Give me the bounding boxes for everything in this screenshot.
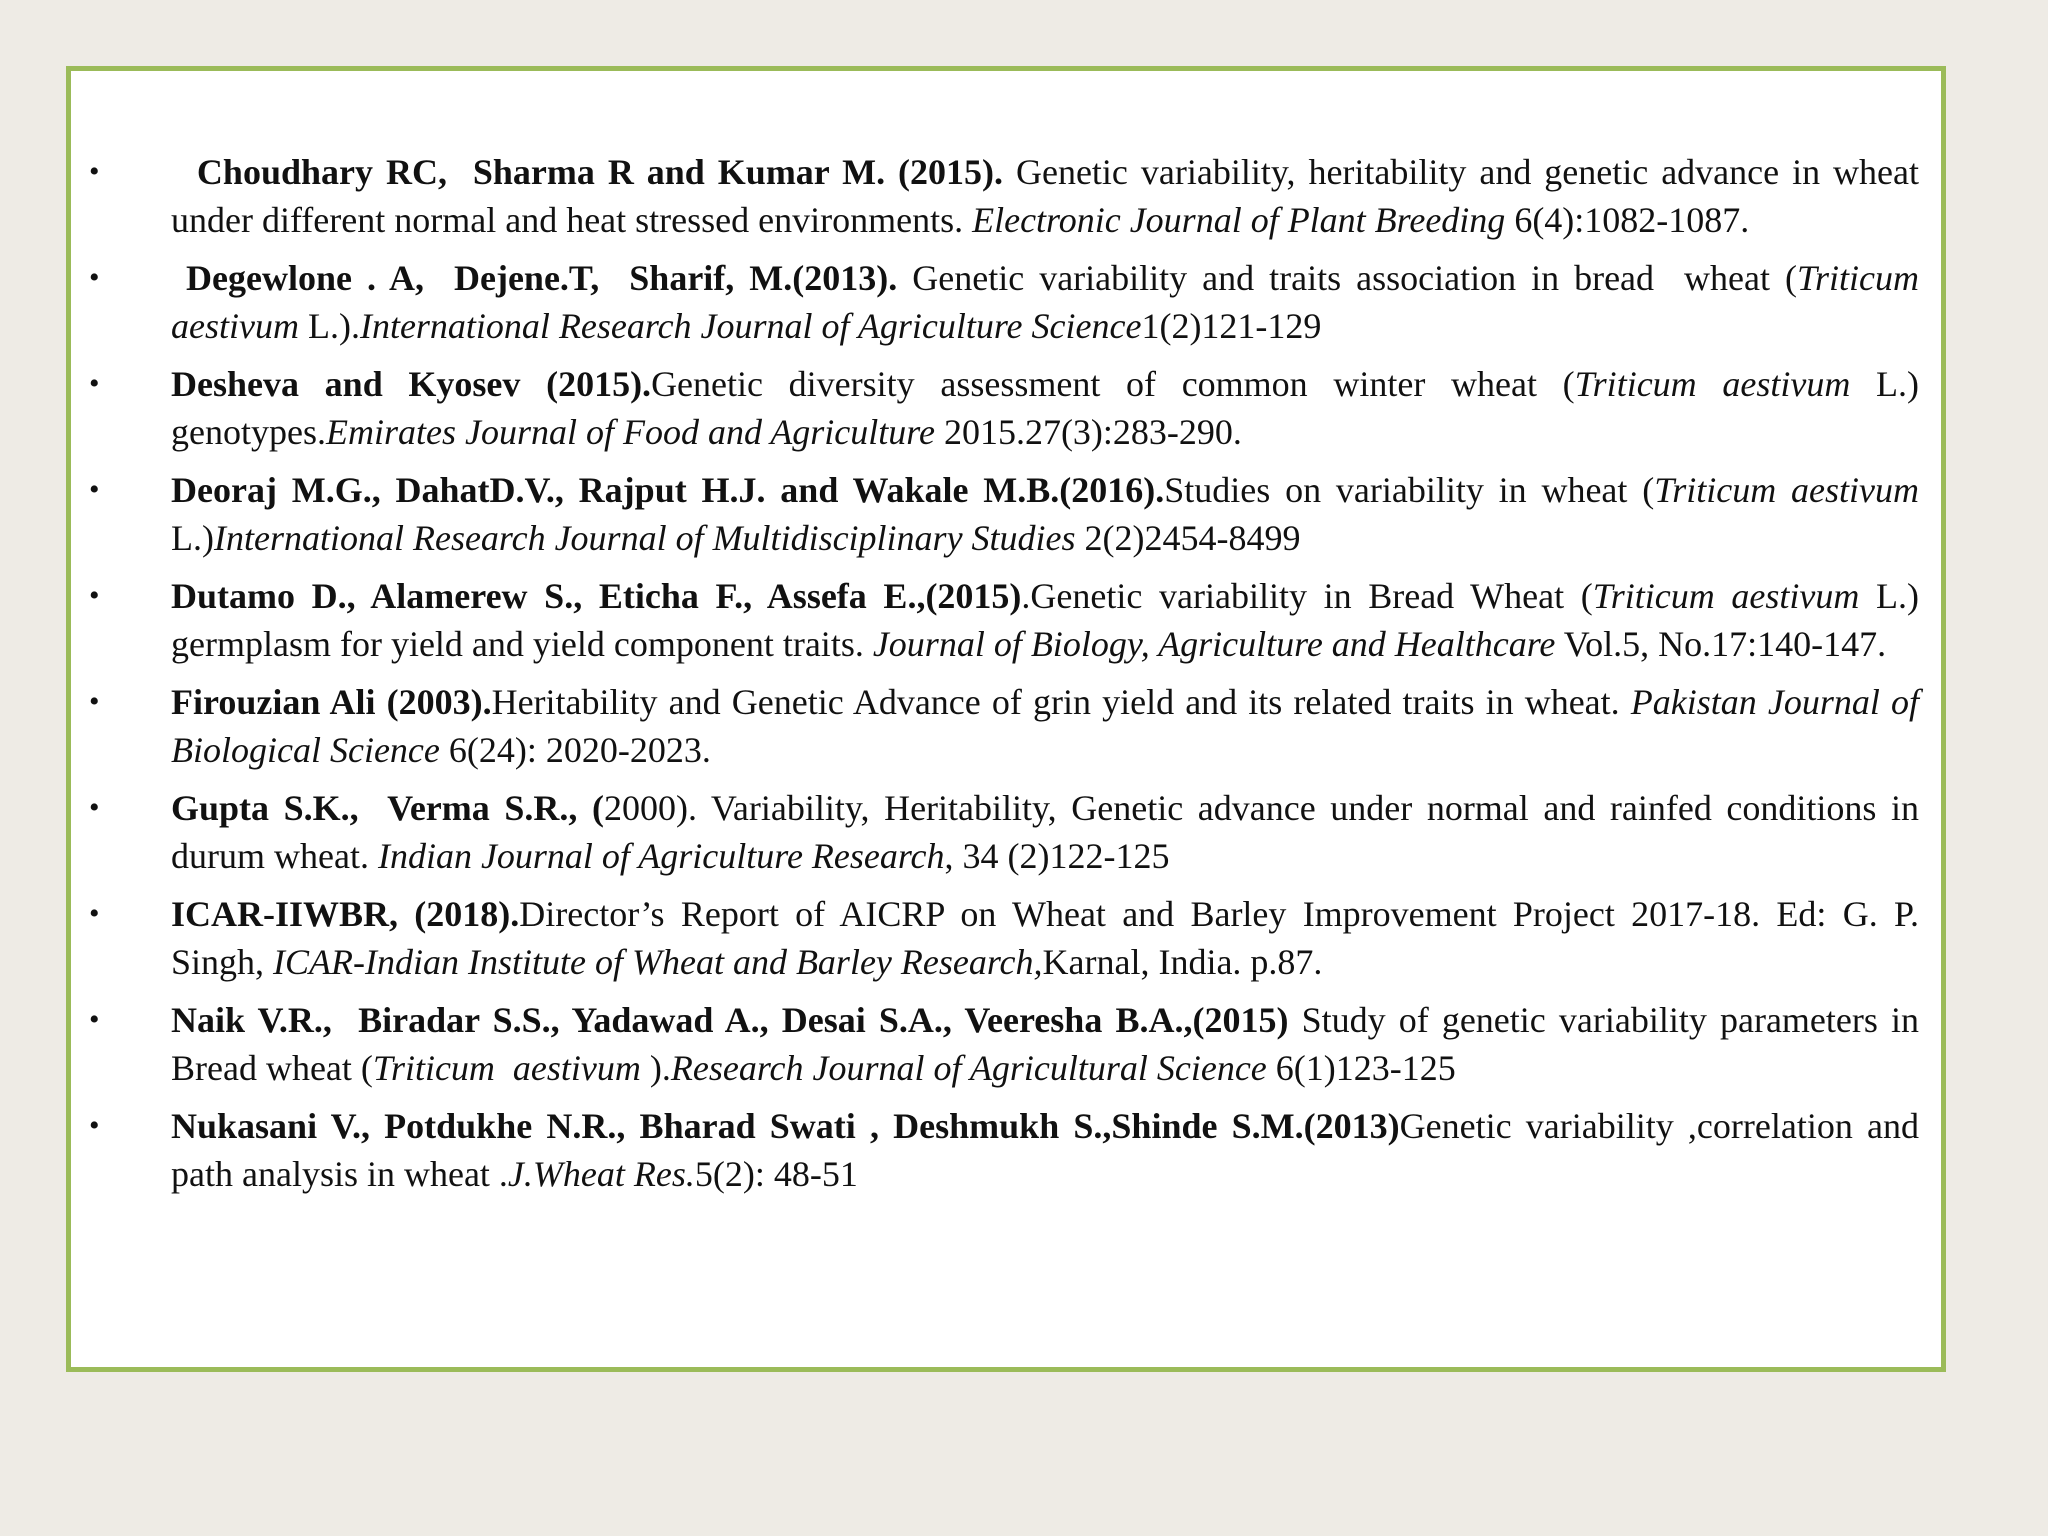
reference-authors: Choudhary RC, Sharma R and Kumar M. (2015). (171, 152, 1004, 192)
reference-journal: Triticum aestivum (372, 1048, 641, 1088)
bullet-icon: • (89, 579, 100, 612)
reference-body: L.) genotypes. (171, 364, 1928, 452)
reference-journal: Pakistan Journal of Biological Science (171, 682, 1928, 770)
bullet-icon: • (89, 261, 100, 294)
bullet-icon: • (89, 155, 100, 188)
reference-item (71, 996, 1941, 1092)
reference-item (71, 890, 1941, 986)
reference-text (171, 470, 1928, 558)
bullet-icon: • (89, 685, 100, 718)
reference-journal: Research Journal of Agricultural Science (670, 1048, 1267, 1088)
reference-item (71, 360, 1941, 456)
reference-journal: Emirates Journal of Food and Agriculture (325, 412, 935, 452)
reference-journal: Triticum aestivum (171, 258, 1929, 346)
reference-authors: Dutamo D., Alamerew S., Eticha F., Assefa E.,(2015) (171, 576, 1022, 616)
reference-journal: ICAR-Indian Institute of Wheat and Barley Research, (273, 942, 1043, 982)
reference-body: 6(24): 2020-2023. (439, 730, 711, 770)
reference-journal: International Research Journal of Multidisciplinary Studies (213, 518, 1076, 558)
reference-body: Genetic variability ,correlation and path analysis in wheat . (171, 1106, 1928, 1194)
reference-text (171, 788, 1928, 876)
reference-authors: Deoraj M.G., DahatD.V., Rajput H.J. and Wakale M.B.(2016). (171, 470, 1165, 510)
reference-journal: Journal of Biology, Agriculture and Healthcare (872, 624, 1556, 664)
reference-item (71, 148, 1941, 244)
reference-body: 6(1)123-125 (1266, 1048, 1456, 1088)
reference-journal: International Research Journal of Agriculture Science (359, 306, 1142, 346)
bullet-icon: • (89, 791, 100, 824)
reference-journal: Triticum aestivum (1654, 470, 1919, 510)
reference-body: 2000). Variability, Heritability, Genetic advance under normal and rainfed conditions in durum wheat. (171, 788, 1929, 876)
reference-body: Director’s Report of AICRP on Wheat and Barley Improvement Project 2017-18. Ed: G. P. Singh, (171, 894, 1928, 982)
reference-authors: Nukasani V., Potdukhe N.R., Bharad Swati , Deshmukh S.,Shinde S.M.(2013) (171, 1106, 1400, 1146)
reference-body: 2015.27(3):283-290. (934, 412, 1242, 452)
bullet-icon: • (89, 1109, 100, 1142)
reference-body: Vol.5, No.17:140-147. (1555, 624, 1887, 664)
reference-body: ). (640, 1048, 671, 1088)
reference-text (171, 894, 1928, 982)
bullet-icon: • (89, 1003, 100, 1036)
reference-body: Genetic variability, heritability and genetic advance in wheat under different normal and heat stressed environments. (171, 152, 1928, 240)
reference-text (171, 152, 1928, 240)
reference-authors: Degewlone . A, Dejene.T, Sharif, M.(2013). (171, 258, 898, 298)
reference-item (71, 1102, 1941, 1198)
bullet-icon: • (89, 367, 100, 400)
bullet-icon: • (89, 473, 100, 506)
reference-text (171, 1106, 1928, 1194)
reference-journal: J.Wheat Res. (507, 1154, 695, 1194)
reference-authors: Gupta S.K., Verma S.R., ( (171, 788, 604, 828)
reference-body: 2(2)2454-8499 (1075, 518, 1301, 558)
reference-text (171, 1000, 1928, 1088)
reference-item (71, 254, 1941, 350)
slide-frame (66, 66, 1946, 1372)
reference-item (71, 572, 1941, 668)
reference-text (171, 576, 1928, 664)
reference-authors: Firouzian Ali (2003). (171, 682, 492, 722)
reference-list (71, 148, 1941, 1208)
reference-body: Genetic variability and traits association in bread wheat ( (897, 258, 1797, 298)
reference-body: .Genetic variability in Bread Wheat ( (1021, 576, 1593, 616)
reference-text (171, 258, 1928, 346)
reference-body: L.). (298, 306, 360, 346)
reference-body: L.) (171, 470, 1928, 558)
reference-body: , 34 (2)122-125 (944, 836, 1170, 876)
reference-item (71, 466, 1941, 562)
reference-item (71, 784, 1941, 880)
reference-text (171, 364, 1928, 452)
reference-journal: Triticum aestivum (1574, 364, 1851, 404)
reference-authors: Desheva and Kyosev (2015). (171, 364, 652, 404)
reference-item (71, 678, 1941, 774)
reference-body: Heritability and Genetic Advance of grin yield and its related traits in wheat. (491, 682, 1631, 722)
reference-body: L.) germplasm for yield and yield component traits. (171, 576, 1928, 664)
reference-body: 5(2): 48-51 (694, 1154, 858, 1194)
reference-body: Study of genetic variability parameters in Bread wheat ( (171, 1000, 1929, 1088)
reference-body: Studies on variability in wheat ( (1164, 470, 1655, 510)
bullet-icon: • (89, 897, 100, 930)
reference-journal: Indian Journal of Agriculture Research (377, 836, 945, 876)
reference-authors: Naik V.R., Biradar S.S., Yadawad A., Desai S.A., Veeresha B.A.,(2015) (171, 1000, 1289, 1040)
reference-authors: ICAR-IIWBR, (2018). (171, 894, 520, 934)
reference-body: Karnal, India. p.87. (1042, 942, 1323, 982)
reference-body: 1(2)121-129 (1141, 306, 1322, 346)
reference-journal: Electronic Journal of Plant Breeding (972, 200, 1506, 240)
reference-text (171, 682, 1928, 770)
reference-body: 6(4):1082-1087. (1505, 200, 1750, 240)
reference-journal: Triticum aestivum (1592, 576, 1860, 616)
reference-body: Genetic diversity assessment of common winter wheat ( (651, 364, 1575, 404)
